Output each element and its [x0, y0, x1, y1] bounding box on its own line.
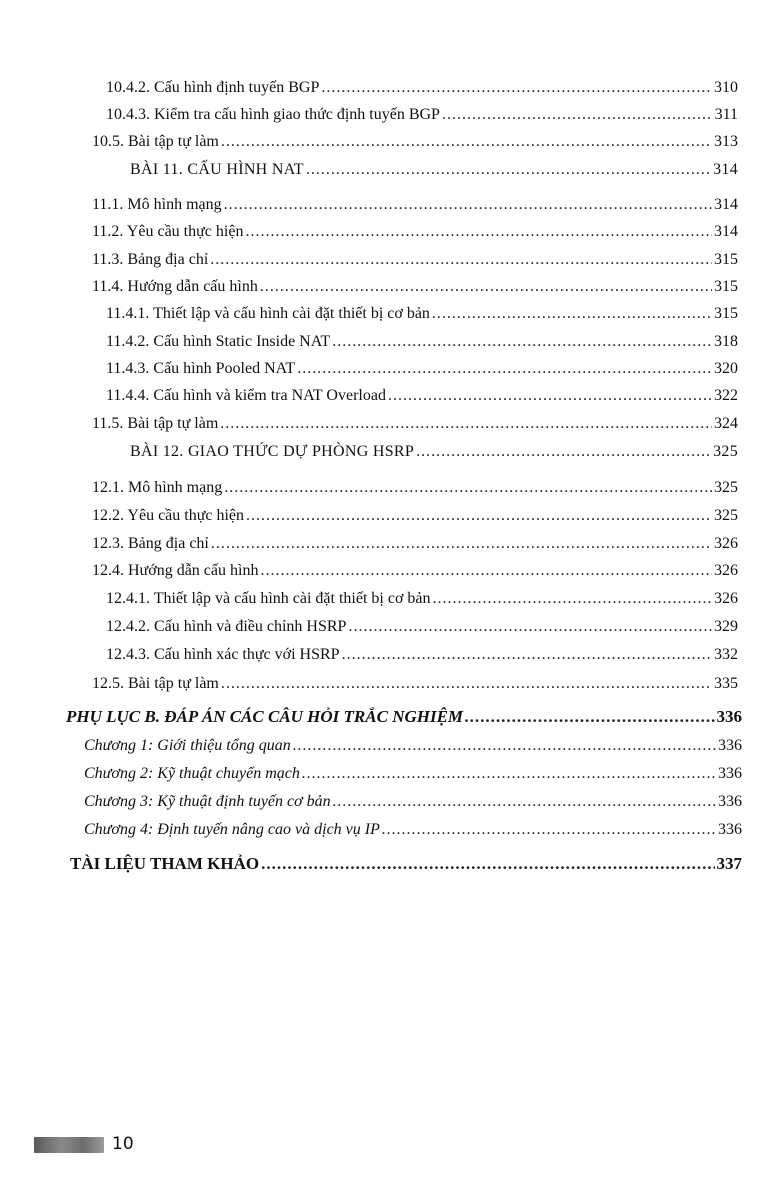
toc-entry[interactable] [84, 736, 742, 756]
toc-entry-label: 11.4.2. Cấu hình Static Inside NAT [106, 333, 331, 350]
dot-leader [221, 132, 712, 152]
toc-entry-page: 322 [714, 387, 738, 404]
toc-entry-page: 315 [714, 278, 738, 295]
toc-entry-label: Chương 1: Giới thiệu tổng quan [84, 737, 291, 754]
toc-entry-label: TÀI LIỆU THAM KHẢO [70, 854, 260, 873]
dot-leader [245, 222, 712, 242]
toc-entry-label: 12.4.2. Cấu hình và điều chỉnh HSRP [106, 618, 347, 635]
dot-leader [224, 478, 712, 498]
toc-entry-page: 325 [714, 479, 738, 496]
toc-entry-page: 336 [718, 821, 742, 838]
toc-entry-page: 332 [714, 646, 738, 663]
toc-entry-label: 11.4.4. Cấu hình và kiểm tra NAT Overload [106, 387, 386, 404]
dot-leader [260, 561, 712, 581]
toc-chapter-entry[interactable] [130, 160, 738, 180]
toc-entry-label: 12.2. Yêu cầu thực hiện [92, 507, 245, 524]
toc-entry-label: 11.4.1. Thiết lập và cấu hình cài đặt thiết bị cơ bản [106, 305, 430, 322]
toc-entry-label: 11.4. Hướng dẫn cấu hình [92, 278, 258, 295]
toc-entry-page: 315 [714, 251, 738, 268]
toc-entry-page: 336 [716, 707, 742, 726]
dot-leader [297, 359, 712, 379]
toc-entry[interactable] [92, 414, 738, 434]
footer-bar [34, 1137, 104, 1153]
toc-entry-label: 12.5. Bài tập tự làm [92, 675, 219, 692]
dot-leader [224, 195, 712, 215]
dot-leader [432, 304, 712, 324]
toc-entry[interactable] [106, 78, 738, 98]
dot-leader [332, 332, 712, 352]
dot-leader [321, 78, 712, 98]
toc-entry-label: 12.4.3. Cấu hình xác thực với HSRP [106, 646, 340, 663]
toc-entry-label: 12.1. Mô hình mạng [92, 479, 223, 496]
dot-leader [260, 277, 712, 297]
dot-leader [261, 854, 714, 874]
toc-entry-label: 11.2. Yêu cầu thực hiện [92, 223, 244, 240]
toc-entry-page: 326 [714, 562, 738, 579]
toc-entry[interactable] [106, 105, 738, 125]
toc-entry-label: 12.4. Hướng dẫn cấu hình [92, 562, 259, 579]
toc-entry-page: 320 [714, 360, 738, 377]
toc-entry-label: BÀI 11. CẤU HÌNH NAT [130, 161, 304, 178]
dot-leader [220, 414, 712, 434]
toc-entry-label: PHỤ LỤC B. ĐÁP ÁN CÁC CÂU HỎI TRẮC NGHIỆM [66, 707, 464, 726]
toc-entry[interactable] [84, 792, 742, 812]
toc-entry[interactable] [92, 478, 738, 498]
toc-entry-page: 336 [718, 737, 742, 754]
toc-entry-label: 11.4.3. Cấu hình Pooled NAT [106, 360, 296, 377]
toc-entry-label: Chương 3: Kỹ thuật định tuyến cơ bản [84, 793, 331, 810]
dot-leader [221, 674, 712, 694]
toc-entry-page: 310 [714, 79, 738, 96]
dot-leader [306, 160, 711, 180]
toc-entry-label: 10.4.3. Kiểm tra cấu hình giao thức định tuyến BGP [106, 106, 440, 123]
toc-entry-label: Chương 2: Kỹ thuật chuyển mạch [84, 765, 300, 782]
toc-entry[interactable] [92, 132, 738, 152]
dot-leader [333, 792, 716, 812]
toc-entry-label: 11.3. Bảng địa chỉ [92, 251, 209, 268]
toc-entry[interactable] [92, 534, 738, 554]
toc-entry-page: 314 [714, 223, 738, 240]
dot-leader [293, 736, 716, 756]
toc-entry-page: 314 [714, 196, 738, 213]
toc-entry-page: 324 [714, 415, 738, 432]
toc-entry[interactable] [106, 304, 738, 324]
toc-entry[interactable] [106, 617, 738, 637]
dot-leader [348, 617, 712, 637]
toc-entry-page: 318 [714, 333, 738, 350]
toc-entry-page: 337 [716, 854, 742, 873]
toc-entry[interactable] [106, 645, 738, 665]
toc-entry[interactable] [84, 764, 742, 784]
dot-leader [382, 820, 716, 840]
toc-entry-label: 11.1. Mô hình mạng [92, 196, 222, 213]
toc-entry[interactable] [106, 359, 738, 379]
toc-entry[interactable] [106, 332, 738, 352]
dot-leader [416, 442, 711, 462]
toc-entry[interactable] [92, 222, 738, 242]
toc-entry[interactable] [92, 250, 738, 270]
dot-leader [246, 506, 712, 526]
dot-leader [210, 250, 712, 270]
toc-entry-label: BÀI 12. GIAO THỨC DỰ PHÒNG HSRP [130, 443, 415, 460]
toc-entry-label: 10.5. Bài tập tự làm [92, 133, 219, 150]
dot-leader [388, 386, 712, 406]
toc-entry[interactable] [92, 195, 738, 215]
toc-entry[interactable] [84, 820, 742, 840]
toc-entry[interactable] [92, 674, 738, 694]
toc-entry-label: 12.3. Bảng địa chỉ [92, 535, 209, 552]
toc-appendix-entry[interactable] [66, 707, 742, 727]
toc-entry-page: 326 [714, 535, 738, 552]
toc-references-entry[interactable] [70, 854, 742, 874]
dot-leader [442, 105, 713, 125]
toc-chapter-entry[interactable] [130, 442, 738, 462]
toc-entry-page: 311 [714, 106, 738, 123]
toc-entry-page: 315 [714, 305, 738, 322]
dot-leader [433, 589, 712, 609]
dot-leader [211, 534, 712, 554]
toc-entry-page: 336 [718, 793, 742, 810]
toc-entry-page: 326 [714, 590, 738, 607]
page-number: 10 [112, 1134, 134, 1154]
toc-entry[interactable] [92, 561, 738, 581]
toc-entry-page: 336 [718, 765, 742, 782]
toc-entry-page: 325 [713, 443, 738, 460]
dot-leader [342, 645, 712, 665]
toc-entry-label: 11.5. Bài tập tự làm [92, 415, 219, 432]
dot-leader [302, 764, 716, 784]
toc-entry-page: 325 [714, 507, 738, 524]
toc-entry-page: 313 [714, 133, 738, 150]
toc-entry-page: 314 [713, 161, 738, 178]
toc-entry-label: 10.4.2. Cấu hình định tuyến BGP [106, 79, 320, 96]
toc-entry-page: 335 [714, 675, 738, 692]
toc-entry-page: 329 [714, 618, 738, 635]
toc-entry[interactable] [92, 277, 738, 297]
toc-entry[interactable] [106, 386, 738, 406]
toc-entry-label: 12.4.1. Thiết lập và cấu hình cài đặt thiết bị cơ bản [106, 590, 431, 607]
toc-entry-label: Chương 4: Định tuyến nâng cao và dịch vụ IP [84, 821, 380, 838]
toc-entry[interactable] [92, 506, 738, 526]
dot-leader [465, 707, 714, 727]
toc-entry[interactable] [106, 589, 738, 609]
